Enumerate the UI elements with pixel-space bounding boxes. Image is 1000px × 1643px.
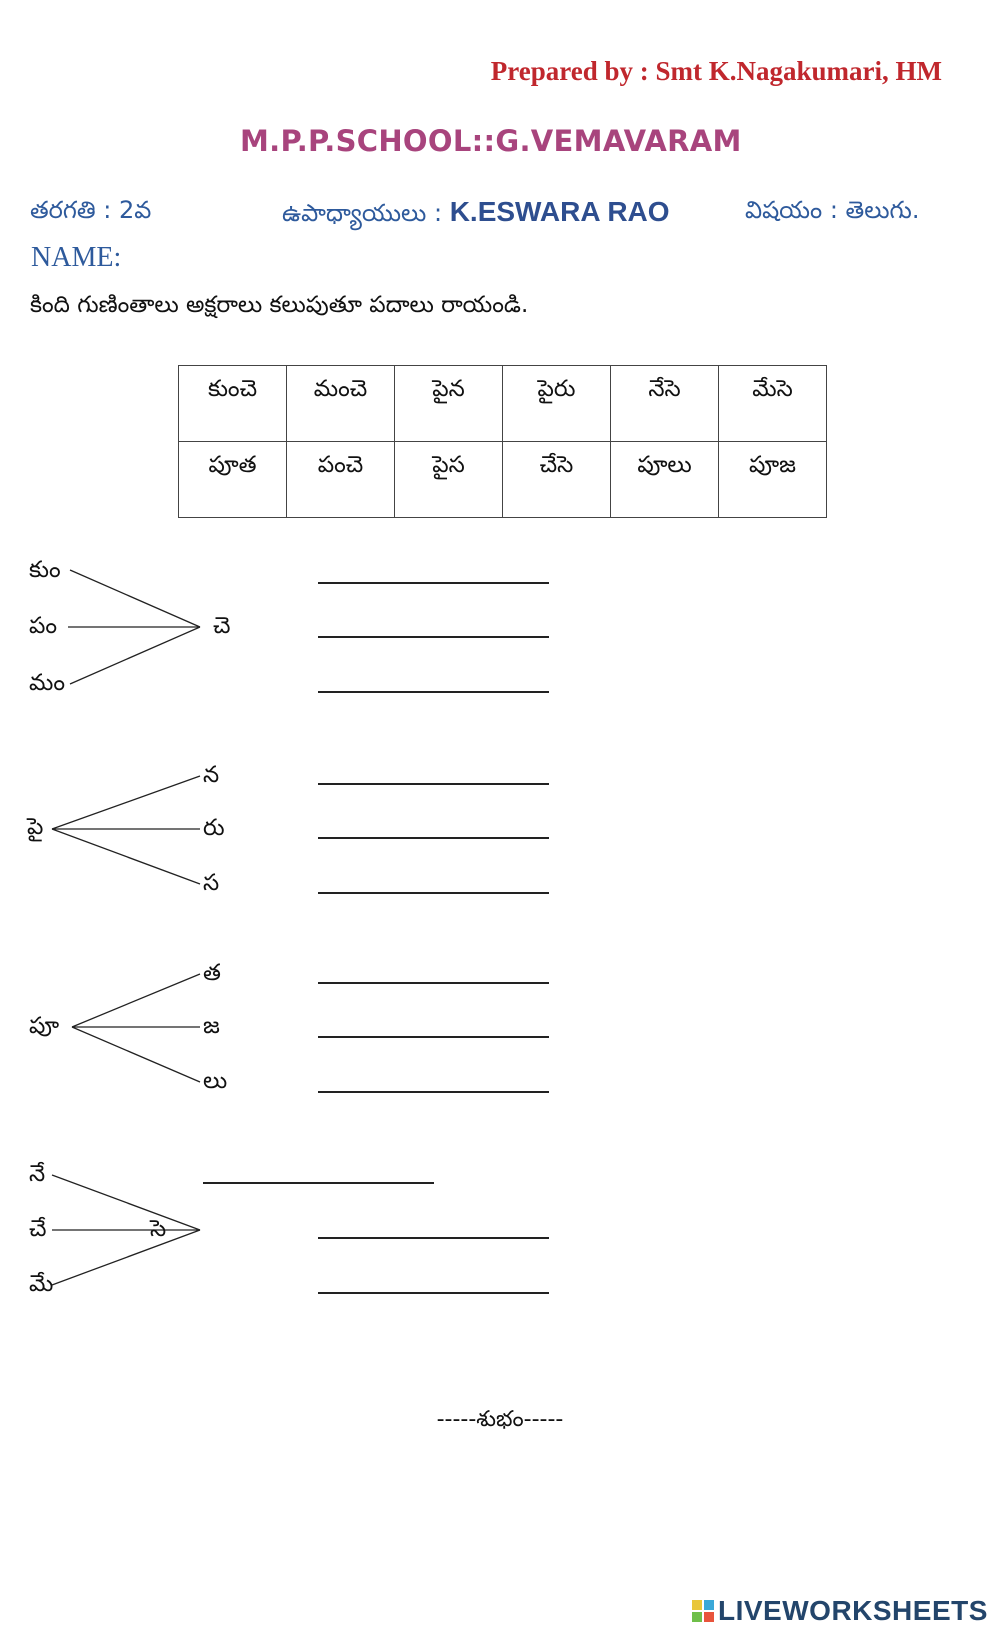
table-cell: పూజ (719, 442, 827, 518)
table-cell: చేసె (503, 442, 611, 518)
prepared-by-text: Prepared by : Smt K.Nagakumari, HM (490, 56, 942, 86)
connector-line (52, 829, 200, 884)
answer-line[interactable] (318, 1237, 549, 1239)
table-cell: మంచె (287, 366, 395, 442)
right-letter: జ (203, 1013, 220, 1039)
left-letter: నే (29, 1161, 46, 1187)
school-name: M.P.P.SCHOOL::G.VEMAVARAM (240, 124, 742, 158)
left-letter: చే (29, 1216, 47, 1242)
subject-label: విషయం : తెలుగు. (745, 196, 920, 224)
answer-line[interactable] (318, 636, 549, 638)
connector-line (52, 776, 200, 829)
answer-line[interactable] (318, 783, 549, 785)
left-letter: పూ (29, 1013, 60, 1039)
left-letter: మే (29, 1271, 54, 1297)
answer-line[interactable] (318, 1036, 549, 1038)
instruction-text: కింది గుణింతాలు అక్షరాలు కలుపుతూ పదాలు రాయండి. (30, 292, 529, 318)
table-cell: నేసె (611, 366, 719, 442)
table-cell: మేసె (719, 366, 827, 442)
connector-line (70, 570, 200, 627)
right-letter: సె (150, 1216, 167, 1242)
answer-line[interactable] (318, 582, 549, 584)
logo-mark-icon (692, 1600, 714, 1622)
table-cell: పైస (395, 442, 503, 518)
logo-square (692, 1612, 702, 1622)
table-cell: పైన (395, 366, 503, 442)
answer-line[interactable] (318, 982, 549, 984)
left-letter: కుం (29, 557, 61, 583)
right-letter: లు (203, 1068, 228, 1094)
connector-line (72, 1027, 200, 1082)
teacher-name: K.ESWARA RAO (449, 196, 670, 227)
left-letter: పం (29, 613, 58, 639)
table-cell: పైరు (503, 366, 611, 442)
table-cell: పంచె (287, 442, 395, 518)
left-letter: పై (27, 814, 44, 840)
right-letter: న (203, 762, 220, 788)
answer-line[interactable] (318, 691, 549, 693)
logo-square (704, 1600, 714, 1610)
answer-line[interactable] (318, 1091, 549, 1093)
liveworksheets-logo (692, 1593, 988, 1629)
answer-line[interactable] (203, 1182, 434, 1184)
footer-text: -----శుభం----- (436, 1407, 564, 1432)
answer-line[interactable] (318, 1292, 549, 1294)
connector-line (52, 1230, 200, 1285)
connector-line (52, 1175, 200, 1230)
name-label: NAME: (31, 242, 122, 273)
table-cell: పూలు (611, 442, 719, 518)
connector-line (70, 627, 200, 684)
teacher-label: ఉపాధ్యాయులు : (282, 199, 450, 227)
answer-line[interactable] (318, 892, 549, 894)
logo-text: LIVEWORKSHEETS (718, 1595, 988, 1626)
right-letter: త (203, 960, 221, 986)
logo-square (704, 1612, 714, 1622)
right-letter: రు (203, 815, 225, 841)
answer-line[interactable] (318, 837, 549, 839)
connector-line (72, 974, 200, 1027)
left-letter: మం (29, 670, 65, 696)
right-letter: స (203, 870, 220, 896)
table-cell: పూత (179, 442, 287, 518)
logo-square (692, 1600, 702, 1610)
class-label: తరగతి : 2వ (30, 196, 152, 224)
table-cell: కుంచె (179, 366, 287, 442)
right-letter: చె (213, 613, 231, 639)
